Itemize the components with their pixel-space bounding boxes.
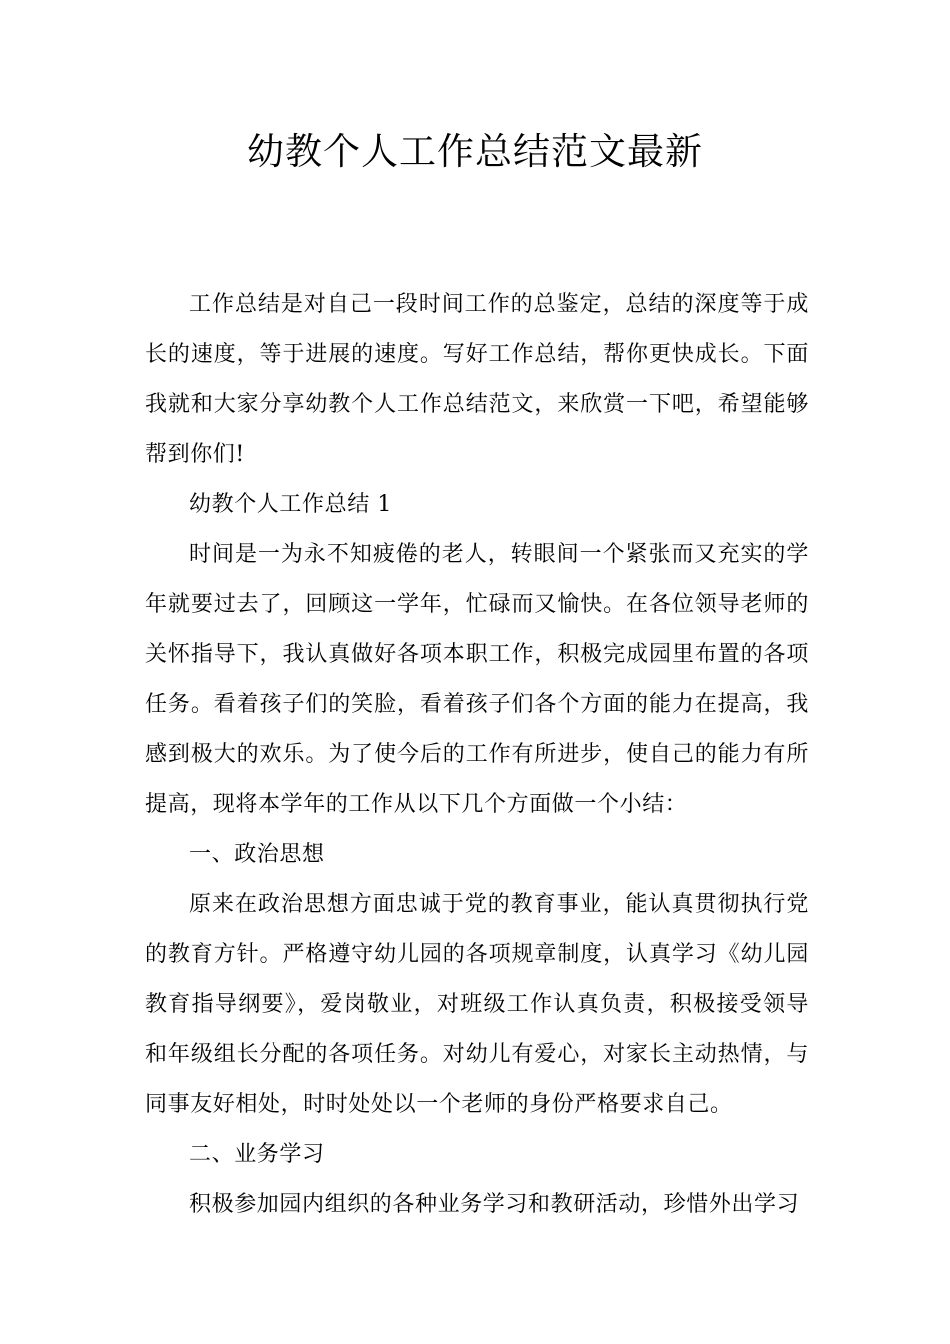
study-paragraph: 积极参加园内组织的各种业务学习和教研活动，珍惜外出学习 xyxy=(189,1192,800,1217)
section-heading-summary-1: 幼教个人工作总结 1 xyxy=(189,492,392,517)
section-heading-study: 二、业务学习 xyxy=(189,1142,325,1167)
politics-paragraph: 原来在政治思想方面忠诚于党的教育事业，能认真贯彻执行党的教育方针。严格遵守幼儿园的各项规章制度，认真学习《幼儿园教育指导纲要》，爱岗敬业，对班级工作认真负责，积极接受领导和年级组长分配的各项任务。对幼儿有爱心，对家长主动热情，与同事友好相处，时时处处以一个老师的身份严格要求自己。 xyxy=(145,892,809,1117)
summary-1-paragraph: 时间是一为永不知疲倦的老人，转眼间一个紧张而又充实的学年就要过去了，回顾这一学年，忙碌而又愉快。在各位领导老师的关怀指导下，我认真做好各项本职工作，积极完成园里布置的各项任务。看着孩子们的笑脸，看着孩子们各个方面的能力在提高，我感到极大的欢乐。为了使今后的工作有所进步，使自己的能力有所提高，现将本学年的工作从以下几个方面做一个小结： xyxy=(145,542,809,817)
section-heading-politics: 一、政治思想 xyxy=(189,842,325,867)
document-body xyxy=(145,280,809,1230)
intro-paragraph: 工作总结是对自己一段时间工作的总鉴定，总结的深度等于成长的速度，等于进展的速度。写好工作总结，帮你更快成长。下面我就和大家分享幼教个人工作总结范文，来欣赏一下吧，希望能够帮到你们! xyxy=(145,292,809,467)
document-title: 幼教个人工作总结范文最新 xyxy=(247,130,703,173)
